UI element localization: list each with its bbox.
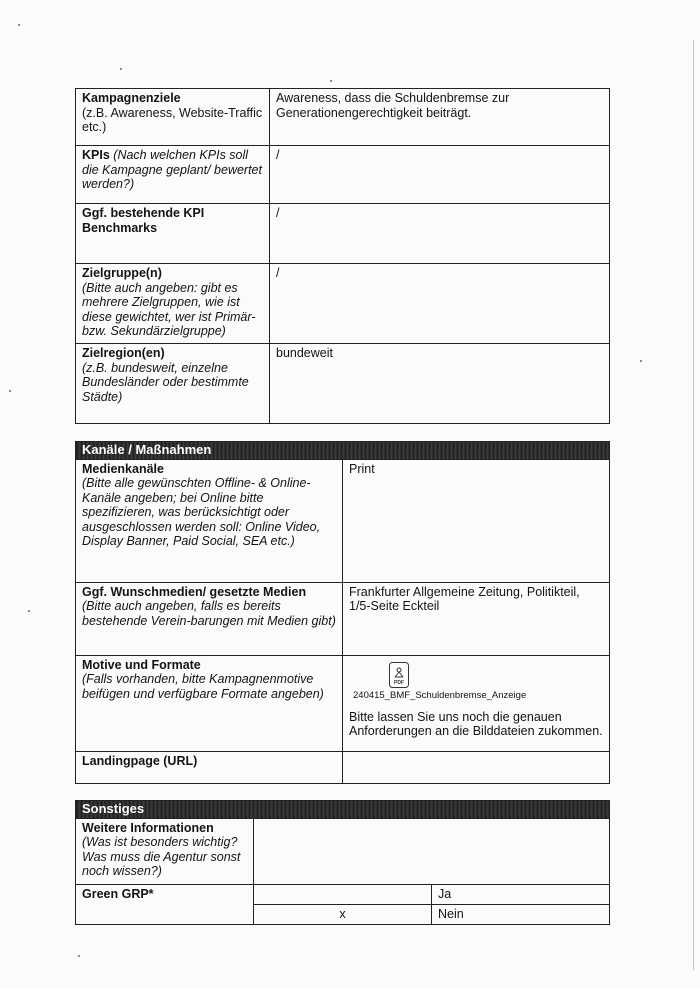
label-cell (76, 884, 254, 924)
table-row (76, 344, 610, 424)
row-label: Landingpage (URL) (82, 753, 198, 768)
scan-speck (28, 610, 30, 612)
row-label: Motive und Formate (82, 657, 201, 672)
pdf-badge: PDF (394, 679, 404, 686)
row-label: Kampagnenziele (82, 91, 181, 105)
table-row (76, 818, 610, 884)
table-row (76, 146, 610, 204)
value-cell (343, 655, 610, 751)
value-cell: / (270, 146, 610, 204)
motive-note: Bitte lassen Sie uns noch die genauen Anforderungen an die Bilddateien zukommen. (349, 709, 603, 738)
table-row (76, 204, 610, 264)
row-label: Zielgruppe(n) (82, 266, 162, 280)
scan-speck (330, 80, 332, 82)
table-row (76, 264, 610, 344)
section-header-row (76, 801, 610, 819)
label-cell (76, 818, 254, 884)
table-row (76, 89, 610, 146)
pdf-file-icon[interactable] (389, 662, 409, 688)
campaign-table (75, 88, 610, 424)
value-cell: bundeweit (270, 344, 610, 424)
row-hint: (Bitte auch angeben: gibt es mehrere Zielgruppen, wie ist diese gewichtet, wer ist Primär- bzw. Sekundärzielgruppe) (82, 280, 256, 338)
section-header-row (76, 442, 610, 460)
label-cell (76, 344, 270, 424)
section-header: Sonstiges (76, 801, 610, 819)
label-cell (76, 89, 270, 146)
value-cell: Frankfurter Allgemeine Zeitung, Politikteil, 1/5-Seite Eckteil (343, 582, 610, 655)
row-hint: (Nach welchen KPIs soll die Kampagne geplant/ bewertet werden?) (82, 148, 262, 191)
pdf-file-icon-graphic (389, 662, 409, 688)
value-cell: / (270, 204, 610, 264)
label-cell (76, 655, 343, 751)
label-cell (76, 751, 343, 783)
grp-option-ja: Ja (432, 884, 610, 904)
value-cell (254, 818, 610, 884)
row-label: Medienkanäle (82, 461, 164, 476)
row-label: Ggf. bestehende KPI Benchmarks (82, 206, 205, 235)
row-label: Zielregion(en) (82, 346, 165, 360)
table-row (76, 655, 610, 751)
scan-speck (18, 24, 20, 26)
grp-mark-nein[interactable]: x (254, 904, 432, 924)
label-cell (76, 459, 343, 582)
row-hint: (z.B. bundesweit, einzelne Bundesländer oder bestimmte Städte) (82, 360, 249, 404)
table-row (76, 582, 610, 655)
row-label: Green GRP* (82, 886, 154, 901)
table-row (76, 459, 610, 582)
value-cell: / (270, 264, 610, 344)
row-hint: (Bitte auch angeben, falls es bereits bestehende Verein-barungen mit Medien gibt) (82, 599, 336, 628)
row-hint: (Falls vorhanden, bitte Kampagnenmotive beifügen und verfügbare Formate angeben) (82, 672, 324, 701)
spacer (349, 702, 603, 710)
value-cell: Awareness, dass die Schuldenbremse zur Generationengerechtigkeit beiträgt. (270, 89, 610, 146)
label-cell (76, 582, 343, 655)
value-cell (343, 751, 610, 783)
section-header: Kanäle / Maßnahmen (76, 442, 610, 460)
grp-option-nein: Nein (432, 904, 610, 924)
table-row (76, 884, 610, 904)
scan-speck (78, 955, 80, 957)
row-label: Ggf. Wunschmedien/ gesetzte Medien (82, 584, 307, 599)
page-edge (693, 40, 694, 970)
row-label: Weitere Informationen (82, 820, 214, 835)
label-cell (76, 264, 270, 344)
grp-mark-ja[interactable] (254, 884, 432, 904)
label-cell (76, 146, 270, 204)
scan-speck (9, 390, 11, 392)
misc-table (75, 800, 610, 925)
value-cell: Print (343, 459, 610, 582)
row-label: KPIs (82, 148, 110, 162)
table-row (76, 751, 610, 783)
row-hint: (Was ist besonders wichtig? Was muss die Agentur sonst noch wissen?) (82, 835, 241, 878)
channels-table (75, 441, 610, 784)
row-hint: (z.B. Awareness, Website-Traffic etc.) (82, 105, 263, 134)
scan-speck (640, 360, 642, 362)
label-cell (76, 204, 270, 264)
row-hint: (Bitte alle gewünschten Offline- & Online-Kanäle angeben; bei Online bitte spezifizieren, was berücksichtigt oder ausgeschlossen werden soll: Online Video, Display Banner, Paid Social, SEA etc.) (82, 476, 321, 548)
attachment-name[interactable]: 240415_BMF_Schuldenbremse_Anzeige (353, 689, 527, 701)
scan-speck (120, 68, 122, 70)
